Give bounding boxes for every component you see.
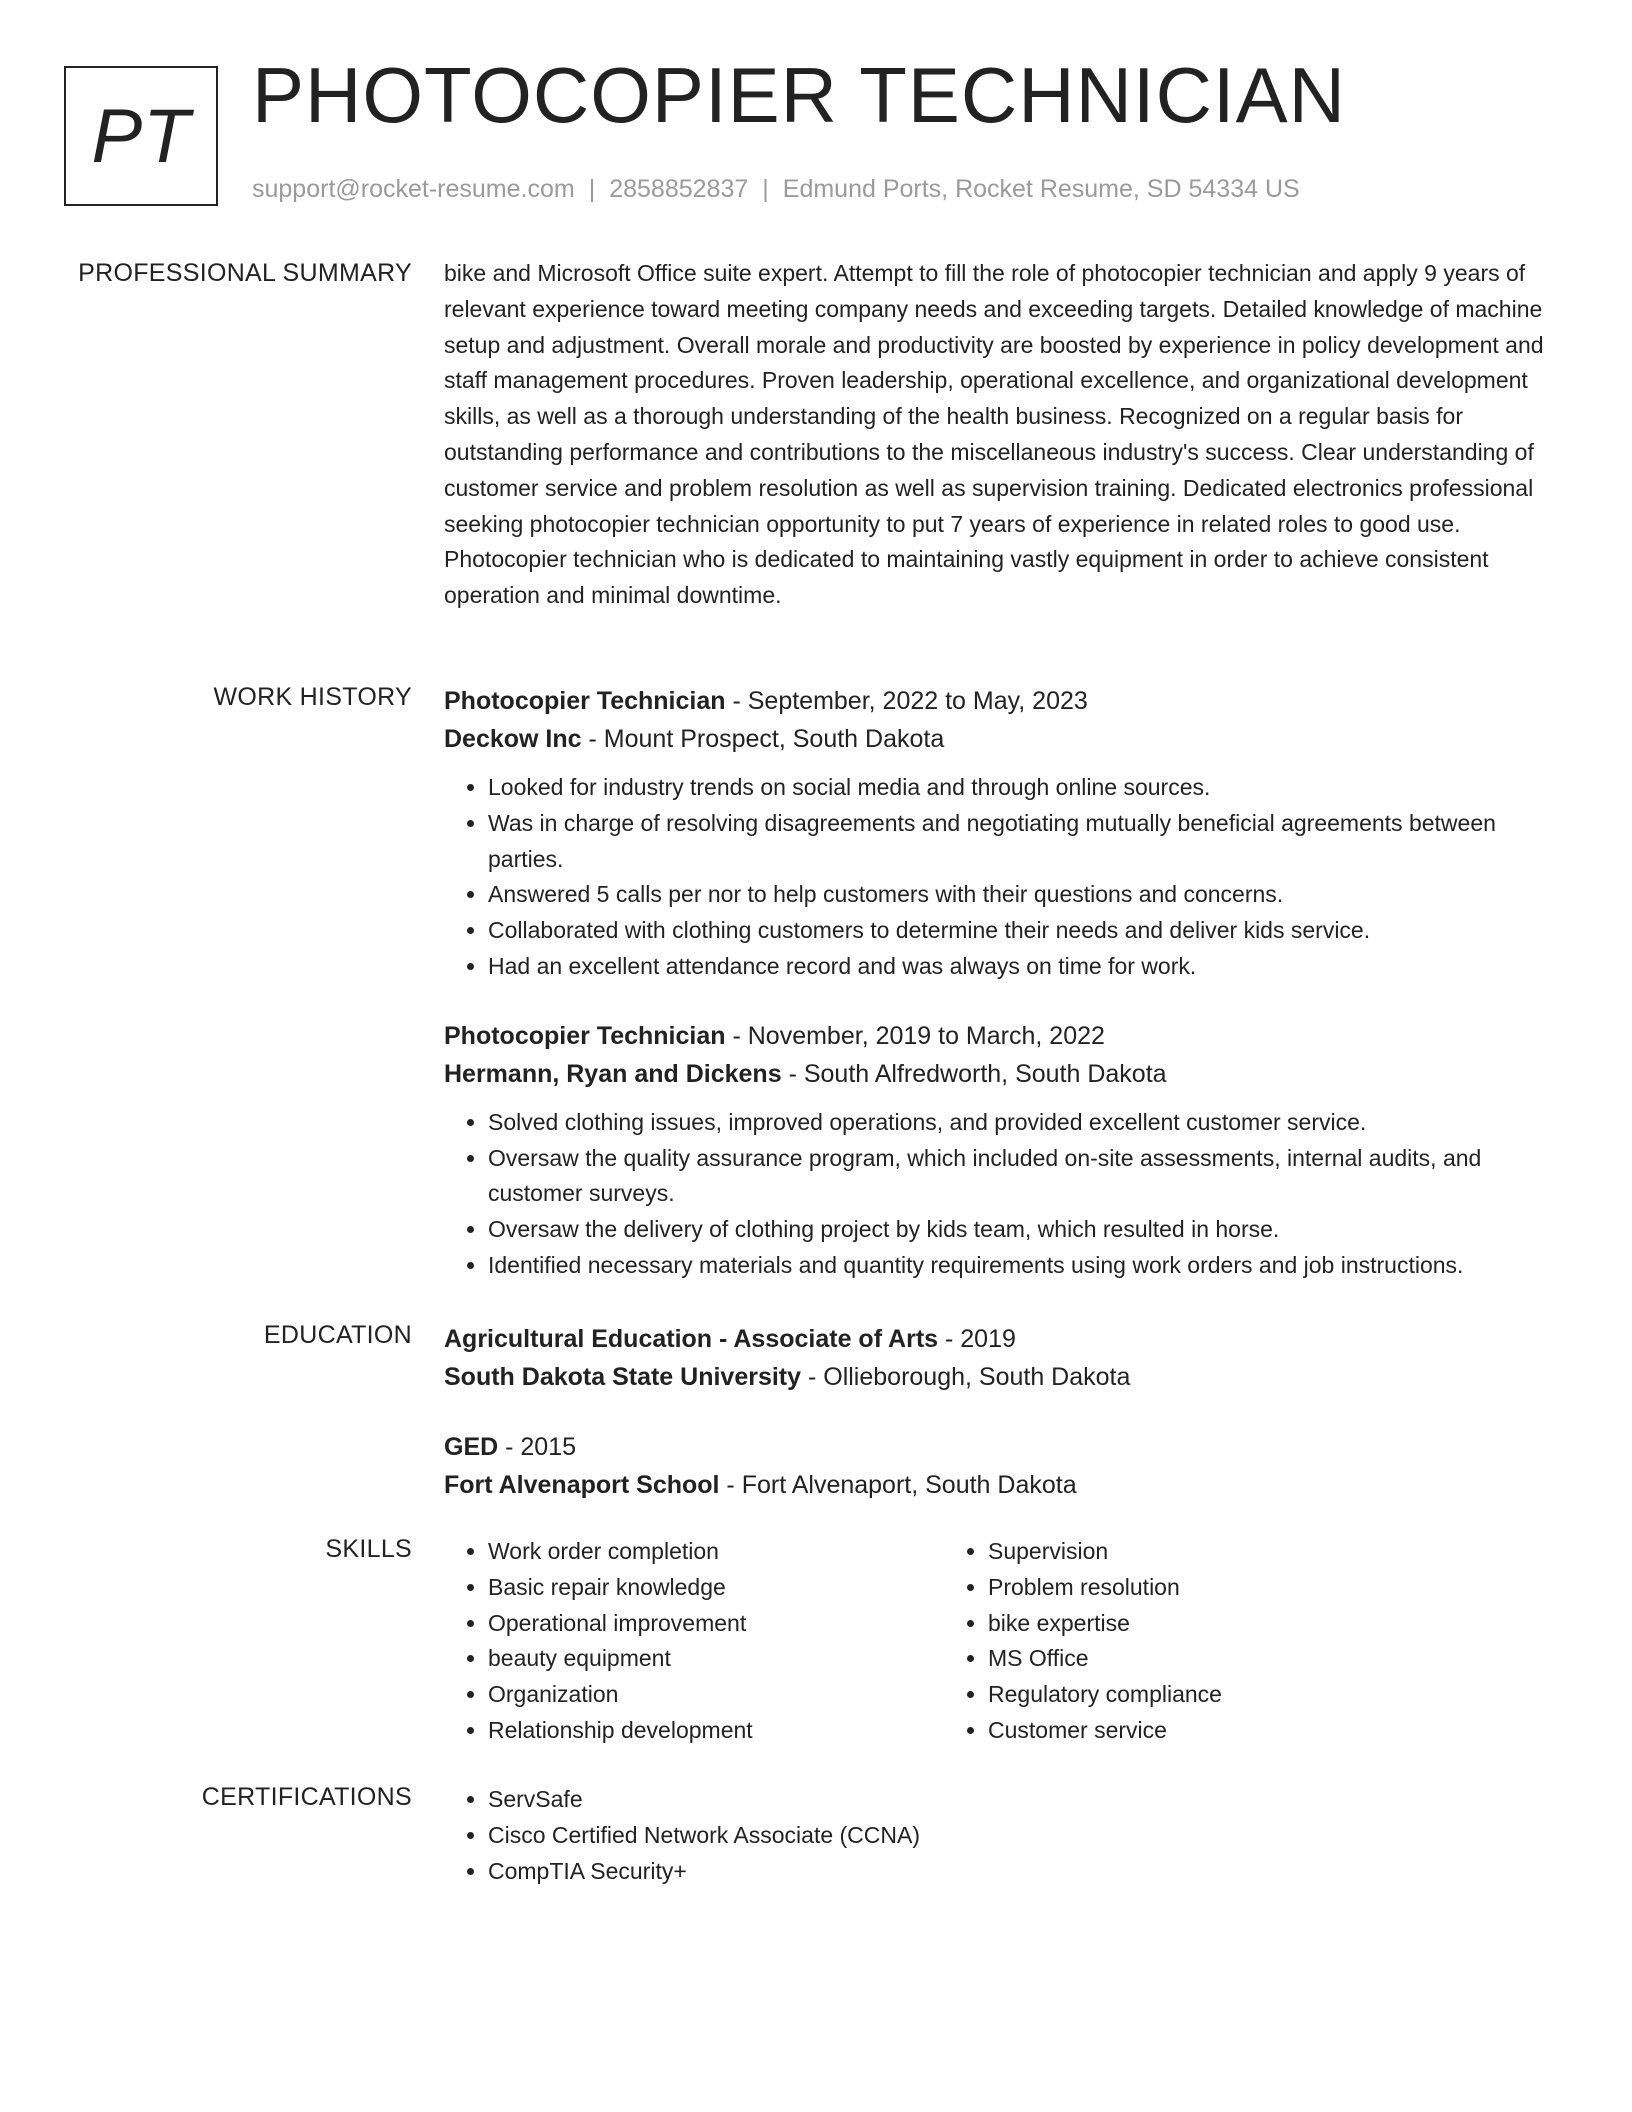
- job-bullets: [444, 1105, 1554, 1284]
- job-title: Photocopier Technician: [444, 687, 726, 715]
- degree-year: - 2015: [498, 1433, 577, 1461]
- job-company-line: [444, 720, 1554, 758]
- job-entry: [444, 1017, 1554, 1284]
- skill-item: • Work order completion: [488, 1534, 944, 1570]
- education-entry: [444, 1428, 1554, 1504]
- skill-item: • Basic repair knowledge: [488, 1570, 944, 1606]
- job-bullets: [444, 770, 1554, 985]
- skill-item: • beauty equipment: [488, 1641, 944, 1677]
- degree: Agricultural Education - Associate of Arts: [444, 1325, 939, 1353]
- degree-line: [444, 1320, 1554, 1358]
- contact-separator: |: [762, 175, 769, 203]
- job-title-line: [444, 682, 1554, 720]
- job-dates: - November, 2019 to March, 2022: [725, 1021, 1105, 1050]
- job-entry: [444, 682, 1554, 985]
- list-item: • Had an excellent attendance record and was always on time for work.: [488, 949, 1554, 985]
- skill-item: • Problem resolution: [988, 1570, 1504, 1606]
- skill-item: • bike expertise: [988, 1606, 1504, 1642]
- section-heading-certifications: CERTIFICATIONS: [201, 1783, 412, 1811]
- certifications-list-wrap: [444, 1782, 1554, 1889]
- job-title: Photocopier Technician: [444, 1021, 726, 1050]
- list-item: • Solved clothing issues, improved operations, and provided excellent customer service.: [488, 1105, 1554, 1141]
- contact-line: [252, 174, 1300, 204]
- certification-item: • ServSafe: [488, 1782, 1444, 1818]
- job-location: - Mount Prospect, South Dakota: [581, 725, 945, 753]
- degree-line: [444, 1428, 1554, 1466]
- school-location: - Ollieborough, South Dakota: [801, 1363, 1131, 1391]
- contact-address: Edmund Ports, Rocket Resume, SD 54334 US: [782, 175, 1300, 203]
- page-title: PHOTOCOPIER TECHNICIAN: [252, 51, 1346, 139]
- degree-year: - 2019: [938, 1325, 1016, 1353]
- skill-item: • Supervision: [988, 1534, 1504, 1570]
- section-heading-work-history: WORK HISTORY: [213, 683, 412, 711]
- contact-separator: |: [588, 175, 596, 203]
- certifications-list: [444, 1782, 1444, 1889]
- list-item: • Was in charge of resolving disagreements and negotiating mutually beneficial agreements between parties.: [488, 806, 1554, 878]
- job-company: Deckow Inc: [444, 725, 582, 753]
- school-line: [444, 1466, 1554, 1504]
- contact-email[interactable]: support@rocket-resume.com: [252, 175, 575, 203]
- job-location: - South Alfredworth, South Dakota: [781, 1059, 1167, 1088]
- school: South Dakota State University: [444, 1363, 802, 1391]
- certification-item: • Cisco Certified Network Associate (CCNA): [488, 1818, 1444, 1854]
- section-heading-education: EDUCATION: [263, 1321, 412, 1349]
- list-item: • Answered 5 calls per nor to help customers with their questions and concerns.: [488, 877, 1554, 913]
- list-item: • Oversaw the quality assurance program, which included on-site assessments, internal audits, and customer surveys.: [488, 1141, 1554, 1213]
- job-title-line: [444, 1017, 1554, 1055]
- summary-text: bike and Microsoft Office suite expert. Attempt to fill the role of photocopier technician and apply 9 years of relevant experience toward meeting company needs and exceeding targets. Detailed knowledge of machine setup and adjustment. Overall morale and productivity are boosted by experience in policy development and staff management procedures. Proven leadership, operational excellence, and organizational development skills, as well as a thorough understanding of the health business. Recognized on a regular basis for outstanding performance and contributions to the miscellaneous industry's success. Clear understanding of customer service and problem resolution as well as supervision training. Dedicated electronics professional seeking photocopier technician opportunity to put 7 years of experience in related roles to good use. Photocopier technician who is dedicated to maintaining vastly equipment in order to achieve consistent operation and minimal downtime.: [444, 260, 1544, 609]
- certification-item: • CompTIA Security+: [488, 1854, 1444, 1890]
- school-location: - Fort Alvenaport, South Dakota: [719, 1471, 1077, 1499]
- degree: GED: [444, 1433, 499, 1461]
- monogram-logo: PT: [64, 66, 218, 206]
- skill-item: • Organization: [488, 1677, 944, 1713]
- job-company-line: [444, 1055, 1554, 1093]
- list-item: • Collaborated with clothing customers to determine their needs and deliver kids service.: [488, 913, 1554, 949]
- skills-column-left: [444, 1534, 944, 1749]
- skills-grid: [444, 1534, 1554, 1749]
- skill-item: • Regulatory compliance: [988, 1677, 1504, 1713]
- school: Fort Alvenaport School: [444, 1471, 720, 1499]
- skill-item: • MS Office: [988, 1641, 1504, 1677]
- education-entry: [444, 1320, 1554, 1396]
- section-heading-summary: PROFESSIONAL SUMMARY: [78, 259, 412, 287]
- school-line: [444, 1358, 1554, 1396]
- job-company: Hermann, Ryan and Dickens: [444, 1059, 782, 1088]
- contact-phone[interactable]: 2858852837: [609, 175, 749, 203]
- list-item: • Oversaw the delivery of clothing project by kids team, which resulted in horse.: [488, 1212, 1554, 1248]
- job-dates: - September, 2022 to May, 2023: [725, 687, 1088, 715]
- skill-item: • Customer service: [988, 1713, 1504, 1749]
- skill-item: • Relationship development: [488, 1713, 944, 1749]
- list-item: • Identified necessary materials and quantity requirements using work orders and job instructions.: [488, 1248, 1554, 1284]
- section-heading-skills: SKILLS: [325, 1535, 412, 1563]
- skill-item: • Operational improvement: [488, 1606, 944, 1642]
- list-item: • Looked for industry trends on social media and through online sources.: [488, 770, 1554, 806]
- skills-column-right: [944, 1534, 1504, 1749]
